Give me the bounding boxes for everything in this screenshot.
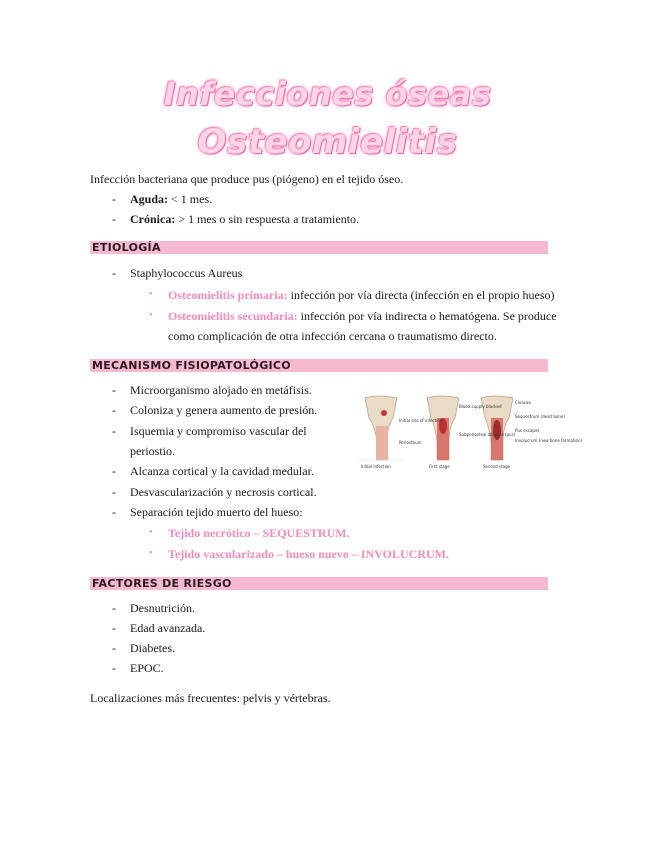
section-heading-etiologia: ETIOLOGÍA: [92, 241, 161, 254]
dash-bullet: -: [112, 266, 116, 280]
mecanismo-item: Desvascularización y necrosis cortical.: [130, 485, 317, 499]
etiologia-sub-2: [168, 308, 557, 324]
mecanismo-item: Microorganismo alojado en metáfisis.: [130, 383, 312, 397]
title-line-2: Osteomielitis: [197, 122, 458, 162]
osteomyelitis-stages-figure: [357, 396, 583, 470]
mecanismo-item: Coloniza y genera aumento de presión.: [130, 403, 318, 417]
figure-annotation: Periosteum: [399, 440, 422, 445]
figure-annotation: Sequestrum (dead bone): [515, 414, 565, 419]
dash-bullet: -: [112, 403, 116, 417]
dash-bullet: -: [112, 505, 116, 519]
figure-annotation: Pus escapes: [515, 428, 540, 433]
pink-bullet-icon: •: [149, 289, 153, 300]
dash-bullet: -: [112, 621, 116, 635]
dash-bullet: -: [112, 661, 116, 675]
type-cronica: [130, 211, 359, 227]
dash-bullet: -: [112, 464, 116, 478]
pink-bullet-icon: •: [149, 310, 153, 321]
title-line-1: Infecciones óseas: [163, 75, 492, 113]
riesgo-item: Edad avanzada.: [130, 621, 206, 635]
riesgo-item: EPOC.: [130, 661, 164, 675]
pink-bullet-icon: •: [149, 548, 153, 559]
etiologia-sub-1: [168, 287, 555, 303]
section-heading-riesgo: FACTORES DE RIESGO: [92, 577, 232, 590]
mecanismo-item-cont: periostio.: [130, 444, 175, 458]
dash-bullet: -: [112, 212, 116, 226]
type-cronica-label: Crónica:: [130, 212, 176, 226]
type-aguda-label: Aguda:: [130, 192, 169, 206]
stage-label: Second stage: [483, 464, 511, 469]
etiologia-sub-2-cont: como complicación de otra infección cercana o traumatismo directo.: [168, 329, 497, 343]
section-heading-mecanismo: MECANISMO FISIOPATOLÓGICO: [92, 359, 291, 372]
riesgo-item: Desnutrición.: [130, 601, 195, 615]
dash-bullet: -: [112, 383, 116, 397]
type-aguda: [130, 191, 212, 207]
mecanismo-item: Separación tejido muerto del hueso:: [130, 505, 303, 519]
type-aguda-text: < 1 mes.: [168, 192, 213, 206]
figure-annotation: Subperiosteal abscess (pus): [459, 432, 516, 437]
dash-bullet: -: [112, 424, 116, 438]
figure-annotation: Initial site of infection: [399, 418, 443, 423]
etiologia-sub-2-label: Osteomielitis secundaria:: [168, 309, 298, 323]
mecanismo-sub-1: Tejido necrótico – SEQUESTRUM.: [168, 526, 350, 540]
etiologia-sub-1-label: Osteomielitis primaria:: [168, 288, 288, 302]
etiologia-item: Staphylococcus Aureus: [130, 266, 243, 280]
dash-bullet: -: [112, 641, 116, 655]
closing-text: Localizaciones más frecuentes: pelvis y vértebras.: [90, 691, 331, 705]
stage-label: Initial infection: [361, 464, 391, 469]
mecanismo-sub-2: Tejido vascularizado – hueso nuevo – INVOLUCRUM.: [168, 547, 450, 561]
stage-initial-illustration: [359, 396, 405, 460]
dash-bullet: -: [112, 192, 116, 206]
mecanismo-item: Isquemia y compromiso vascular del: [130, 424, 307, 438]
figure-annotation: Cloacae: [515, 400, 531, 405]
mecanismo-item: Alcanza cortical y la cavidad medular.: [130, 464, 314, 478]
type-cronica-text: > 1 mes o sin respuesta a tratamiento.: [175, 212, 360, 226]
figure-annotation: Blood supply blocked: [459, 404, 502, 409]
intro-text: Infección bacteriana que produce pus (piógeno) en el tejido óseo.: [90, 172, 404, 186]
dash-bullet: -: [112, 601, 116, 615]
pink-bullet-icon: •: [149, 527, 153, 538]
stage-label: First stage: [429, 464, 450, 469]
etiologia-sub-1-text: infección por vía directa (infección en el propio hueso): [287, 288, 555, 302]
figure-annotation: Involucrum (new bone formation): [515, 438, 583, 443]
riesgo-item: Diabetes.: [130, 641, 175, 655]
dash-bullet: -: [112, 485, 116, 499]
etiologia-sub-2-text: infección por vía indirecta o hematógena. Se produce: [297, 309, 557, 323]
stage-first-illustration: [427, 396, 459, 460]
